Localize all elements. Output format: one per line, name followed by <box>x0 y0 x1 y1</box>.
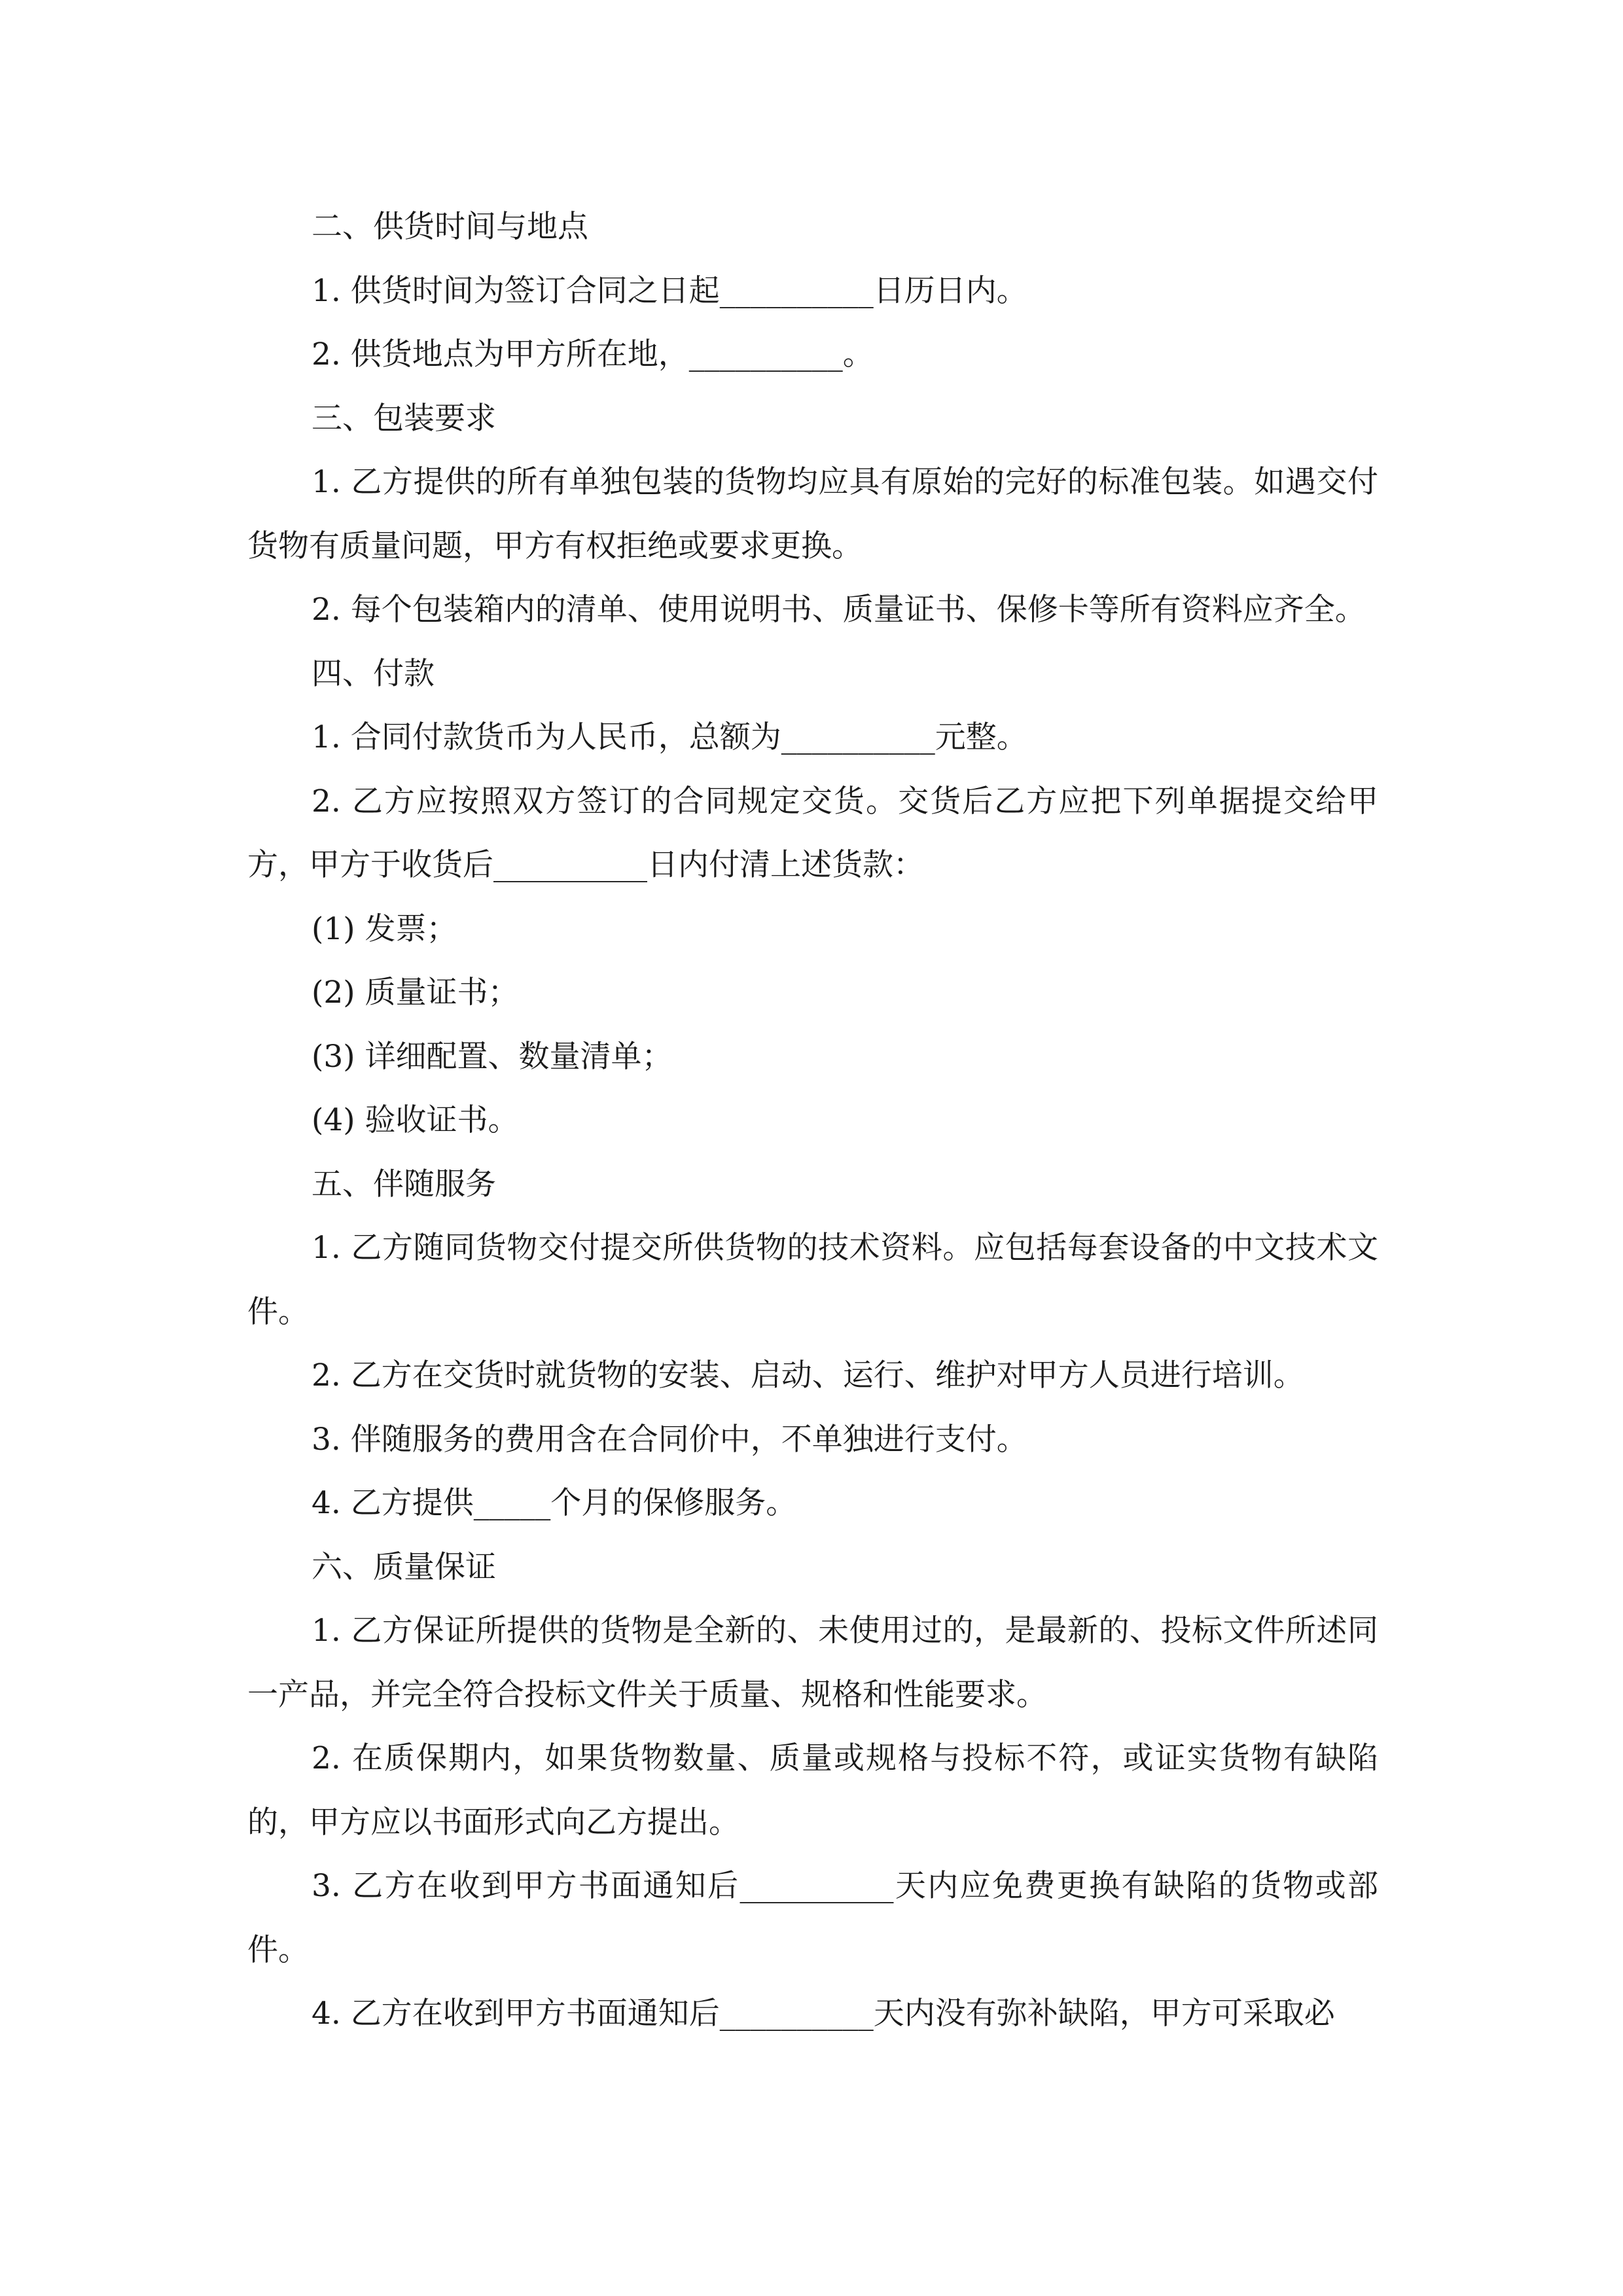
document-body <box>247 195 1378 2046</box>
paragraph-quality-4: 4. 乙方在收到甲方书面通知后__________天内没有弥补缺陷，甲方可采取必 <box>312 1996 1335 2032</box>
section-heading-quality: 六、质量保证 <box>312 1549 496 1585</box>
list-item-configuration-list: (3) 详细配置、数量清单； <box>312 1038 673 1075</box>
list-item-invoice: (1) 发票； <box>312 910 457 947</box>
paragraph-services-2: 2. 乙方在交货时就货物的安装、启动、运行、维护对甲方人员进行培训。 <box>312 1357 1304 1393</box>
list-item-quality-certificate: (2) 质量证书； <box>312 975 519 1011</box>
paragraph-quality-3: 3. 乙方在收到甲方书面通知后__________天内应免费更换有缺陷的货物或部件。 <box>247 1868 1378 1968</box>
list-item-acceptance-certificate: (4) 验收证书。 <box>312 1102 519 1138</box>
paragraph-services-1: 1. 乙方随同货物交付提交所供货物的技术资料。应包括每套设备的中文技术文件。 <box>247 1230 1378 1330</box>
paragraph-payment-2: 2. 乙方应按照双方签订的合同规定交货。交货后乙方应把下列单据提交给甲方，甲方于收货后__________日内付清上述货款： <box>247 783 1378 883</box>
section-heading-payment: 四、付款 <box>312 655 435 692</box>
section-heading-supply-time-place: 二、供货时间与地点 <box>312 209 588 245</box>
paragraph-services-3: 3. 伴随服务的费用含在合同价中，不单独进行支付。 <box>312 1421 1027 1458</box>
paragraph-quality-1: 1. 乙方保证所提供的货物是全新的、未使用过的，是最新的、投标文件所述同一产品，并完全符合投标文件关于质量、规格和性能要求。 <box>247 1613 1378 1713</box>
paragraph-services-4: 4. 乙方提供_____个月的保修服务。 <box>312 1485 797 1521</box>
paragraph-packaging-2: 2. 每个包装箱内的清单、使用说明书、质量证书、保修卡等所有资料应齐全。 <box>312 592 1366 628</box>
section-heading-packaging: 三、包装要求 <box>312 400 496 437</box>
paragraph-supply-place: 2. 供货地点为甲方所在地，__________。 <box>312 336 874 372</box>
paragraph-supply-time: 1. 供货时间为签订合同之日起__________日历日内。 <box>312 272 1027 309</box>
section-heading-services: 五、伴随服务 <box>312 1166 496 1202</box>
paragraph-payment-1: 1. 合同付款货币为人民币，总额为__________元整。 <box>312 719 1027 755</box>
paragraph-quality-2: 2. 在质保期内，如果货物数量、质量或规格与投标不符，或证实货物有缺陷的，甲方应以书面形式向乙方提出。 <box>247 1740 1378 1840</box>
paragraph-packaging-1: 1. 乙方提供的所有单独包装的货物均应具有原始的完好的标准包装。如遇交付货物有质量问题，甲方有权拒绝或要求更换。 <box>247 464 1378 564</box>
